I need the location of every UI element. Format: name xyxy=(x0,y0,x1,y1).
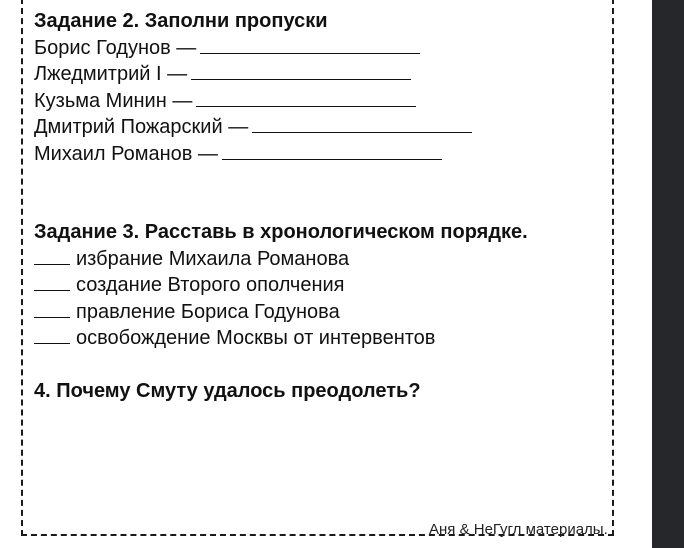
answer-blank xyxy=(252,115,472,133)
footer-credit: Аня & НеГугл материалы. xyxy=(429,521,608,538)
task3-item-label: освобождение Москвы от интервентов xyxy=(76,327,436,349)
task3-item xyxy=(34,325,624,352)
task2-item-label: Михаил Романов — xyxy=(34,142,218,165)
task2-item-label: Лжедмитрий I — xyxy=(34,63,188,85)
task2-item-label: Дмитрий Пожарский — xyxy=(34,116,249,138)
task3-item-label: правление Бориса Годунова xyxy=(76,300,340,323)
task2-item-label: Кузьма Минин — xyxy=(34,89,193,112)
task3-item xyxy=(34,272,624,299)
answer-blank xyxy=(191,62,411,80)
task2-item xyxy=(34,88,624,115)
task2-item xyxy=(34,35,624,62)
spacer xyxy=(34,352,624,378)
answer-blank xyxy=(200,36,420,54)
task2-item xyxy=(34,61,624,88)
order-blank xyxy=(34,300,70,318)
order-blank xyxy=(34,326,70,344)
task2-item xyxy=(34,141,624,168)
task2-item xyxy=(34,114,624,141)
order-blank xyxy=(34,273,70,291)
task4-title: 4. Почему Смуту удалось преодолеть? xyxy=(34,379,421,402)
spacer xyxy=(34,167,624,219)
task3-title: Задание 3. Расставь в хронологическом порядке. xyxy=(34,221,528,243)
worksheet-content xyxy=(34,8,624,404)
task2-item-label: Борис Годунов — xyxy=(34,36,197,59)
task3-item-label: избрание Михаила Романова xyxy=(76,247,350,270)
answer-blank xyxy=(222,142,442,160)
order-blank xyxy=(34,247,70,265)
task2-title: Задание 2. Заполни пропуски xyxy=(34,10,328,32)
task3-item-label: создание Второго ополчения xyxy=(76,274,345,296)
task3-item xyxy=(34,246,624,273)
task3-item xyxy=(34,299,624,326)
dark-side-strip xyxy=(652,0,684,548)
answer-blank xyxy=(196,89,416,107)
